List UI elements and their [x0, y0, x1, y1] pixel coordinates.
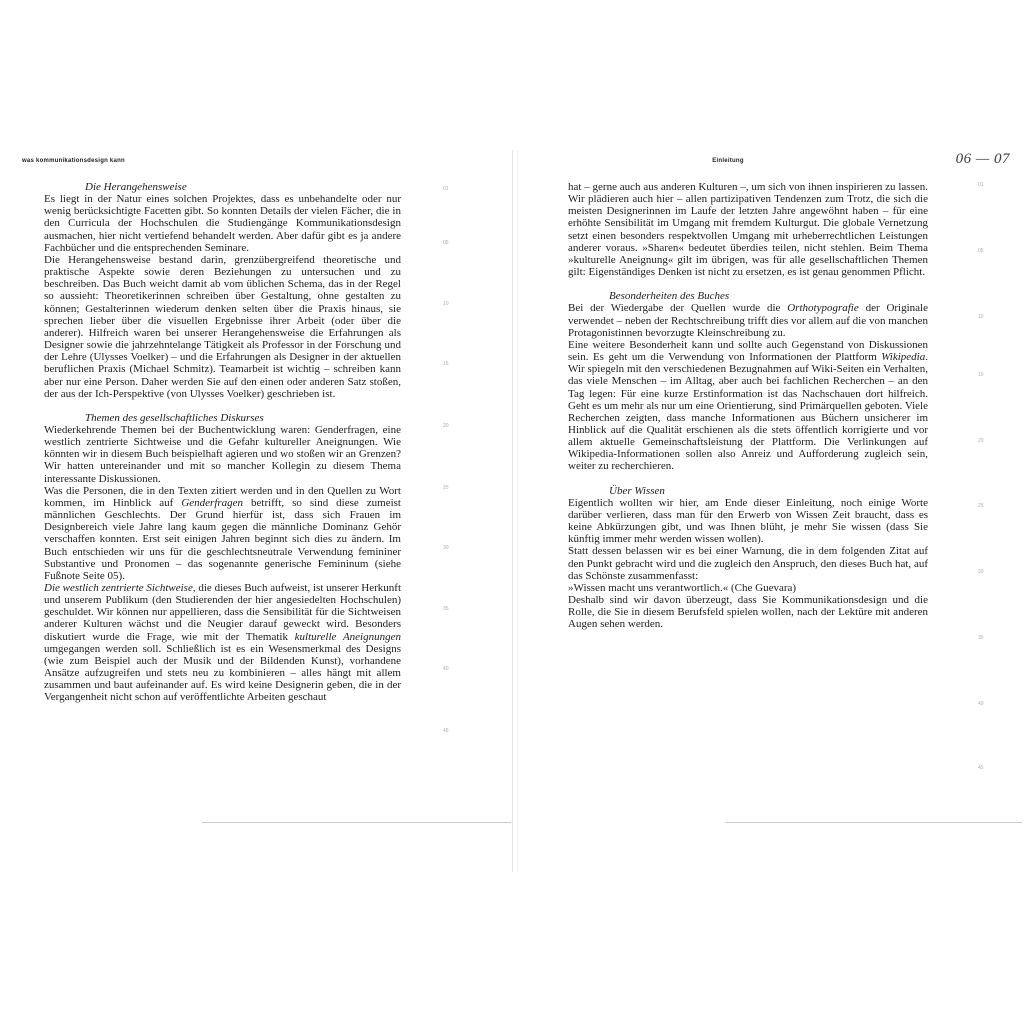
section-heading: Themen des gesellschaftliches Diskurses — [85, 411, 264, 424]
text-run: umgegangen werden soll. Schließlich ist es ein Wesensmerkmal des Designs (wie zum Beispiel auch der Musik und der Bildenden Kunst), vorhandene Ansätze aufzugreifen und stets neu zu kombinieren – alles hängt mit allem zusammen und baut aufeinander auf. Es wird keine Designerin geben, die in der Vergangenheit nicht schon auf veröffentlichte Arbeiten geschaut — [44, 642, 401, 704]
italic-term: kulturelle Aneignungen — [294, 630, 401, 643]
line-number: 10 — [443, 301, 449, 307]
line-number: 30 — [443, 545, 449, 551]
line-number: 15 — [978, 372, 984, 378]
body-paragraph — [44, 254, 401, 400]
line-number: 25 — [978, 503, 984, 509]
italic-term: Die westlich zentrierte Sichtweise — [44, 582, 193, 594]
body-paragraph — [568, 582, 928, 594]
text-run: betrifft, so sind diese zumeist männlichen Geschlechts. Der Grund hierfür ist, dass sich Frauen im Designbereich viele Jahre lang kaum gegen die männliche Dominanz Gehör verschaffen konnten. Erst seit einigen Jahren beginnt sich dies zu ändern. Im Buch entschieden wir uns für die geschlechtsneutrale Verwendung femininer Substantive und Pronomen – das sogenannte generische Femininum (siehe Fußnote Seite 05). — [44, 496, 401, 582]
body-paragraph — [568, 181, 928, 278]
text-run: . Wir spiegeln mit den verschiedenen Bezugnahmen auf Wiki-Seiten ein Verhalten, das viele Menschen – im Alltag, aber auch bei fachlichen Recherchen – an den Tag legen: Für eine kurze Erstinformation ist das Nachschauen dort hilfreich. Geht es um mehr als nur um eine Orientierung, sind Primärquellen geboten. Viele Recherchen zeigten, dass manche Informationen aus Büchern unsicherer im Hinblick auf die Qualität erschienen als die stets öffentlich korrigierte und vor allem aktuelle Gemeinschaftsleistung der Plattform. Die Verlinkungen auf Wikipedia-Informationen sollen also Anreiz und Aufforderung zugleich sein, weiter zu recherchieren. — [568, 351, 928, 473]
text-run: »Wissen macht uns verantwortlich.« (Che Guevara) — [568, 581, 797, 594]
body-paragraph — [44, 485, 401, 582]
body-paragraph — [568, 302, 928, 338]
text-run: Eigentlich wollten wir hier, am Ende dieser Einleitung, noch einige Worte darüber verlieren, dass man für den Erwerb von Wissen Zeit braucht, dass es keine Abkürzungen gibt, und was Ihnen blüht, je mehr Sie wissen (dass Sie künftig immer mehr werden wissen wollen). — [568, 496, 928, 546]
text-run: , die dieses Buch aufweist, ist unserer Herkunft und unserem Publikum (den Studierenden der hier angesiedelten Hochschulen) geschuldet. Wir können nur appellieren, dass die Sensibilität für die Sichtweisen anderer Kulturen wächst und die Neugier darauf geweckt wird. Besonders diskutiert wurde die Frage, wie mit der Thematik — [44, 582, 402, 643]
line-number: 40 — [443, 666, 449, 672]
line-number: 10 — [978, 314, 984, 320]
text-run: Eine weitere Besonderheit kann und sollte auch Gegenstand von Diskussionen sein. Es geht um die Verwendung von Informationen der Plattform — [568, 338, 928, 364]
section-heading: Die Herangehensweise — [85, 181, 187, 193]
body-paragraph — [568, 594, 928, 630]
line-number: 25 — [443, 485, 449, 491]
text-run: der Originale verwendet – neben der Rechtschreibung trifft dies vor allem auf die von manchen Protagonistinnen bevorzugte Kleinschreibung zu. — [568, 302, 928, 339]
body-paragraph — [568, 545, 928, 581]
page-gutter-line — [517, 150, 518, 872]
section-heading: Über Wissen — [609, 484, 665, 497]
page-number: 06 — 07 — [955, 151, 1010, 167]
line-number: 20 — [978, 438, 984, 444]
section-heading: Besonderheiten des Buches — [609, 290, 730, 303]
body-paragraph — [568, 497, 928, 546]
line-number: 05 — [978, 248, 984, 254]
line-number: 35 — [978, 635, 984, 641]
body-paragraph — [568, 339, 928, 473]
line-number: 01 — [978, 182, 984, 188]
page-gutter-line — [512, 150, 513, 872]
line-number: 20 — [443, 423, 449, 429]
line-number: 05 — [443, 240, 449, 246]
line-number: 01 — [443, 186, 449, 192]
text-run: Was die Personen, die in den Texten zitiert werden und in den Quellen zu Wort kommen, im Hinblick auf — [44, 484, 401, 509]
line-number: 45 — [978, 765, 984, 771]
right-margin-line-numbers — [978, 150, 994, 790]
text-run: Die Herangehensweise bestand darin, grenzübergreifend theoretische und praktische Aspekte sowie deren Beziehungen zu untersuchen und zu beschreiben. Das Buch weicht damit ab vom üblichen Schema, das in der Regel so aussieht: Theoretikerinnen schreiben über Gestaltung, ohne gestalten zu können; Gestalterinnen wiederum denken selten über die Praxis hinaus, sie sprechen lieber über die visuellen Ergebnisse ihrer Arbeit (oder über die anderer). Hilfreich waren bei unserer Herangehensweise die Erfahrungen als Designer sowie die jahrzehntelange Tätigkeit als Professor in der Forschung und der Lehre (Ulysses Voelker) – und die Erfahrungen als Designer in der aktuellen beruflichen Praxis (Michael Schmitz). Teamarbeit ist wichtig – schreiben kann aber nur eine Person. Daher werden Sie auf den einen oder anderen Satz stoßen, der aus der Ich-Perspektive (von Ulysses Voelker) geschrieben ist. — [44, 253, 401, 400]
text-run: Bei der Wiedergabe der Quellen wurde die — [568, 302, 788, 315]
left-margin-line-numbers — [443, 150, 459, 790]
left-page-text-column — [44, 181, 401, 704]
left-page-footer-rule — [202, 822, 511, 823]
italic-term: Genderfragen — [181, 496, 244, 509]
text-run: Deshalb sind wir davon überzeugt, dass Sie Kommunikationsdesign und die Rolle, die Sie in diesem Berufsfeld spielen wollen, nach der Lektüre mit anderen Augen sehen werden. — [568, 594, 928, 631]
line-number: 15 — [443, 361, 449, 367]
line-number: 30 — [978, 569, 984, 575]
body-paragraph — [44, 424, 401, 485]
line-number: 40 — [978, 701, 984, 707]
text-run: Statt dessen belassen wir es bei einer Warnung, die in dem folgenden Zitat auf den Punkt gebracht wird und die zugleich den Anspruch, den dieses Buch hat, auf das Schönste zusammenfasst: — [568, 545, 928, 582]
body-paragraph — [44, 582, 401, 704]
italic-term: Orthotypografie — [787, 302, 859, 315]
running-head-right: Einleitung — [712, 158, 744, 164]
running-head-left: was kommunikationsdesign kann — [22, 158, 125, 164]
text-run: Es liegt in der Natur eines solchen Projektes, dass es unbehandelte oder nur wenig berücksichtigte Facetten gibt. So konnten Details der vielen Fächer, die in den Curricula der Hochschulen die Studiengänge Kommunikationsdesign ausmachen, hier nicht vertiefend behandelt werden. Aber dafür gibt es ja andere Fachbücher und die entsprechenden Seminare. — [44, 193, 401, 254]
text-run: Wiederkehrende Themen bei der Buchentwicklung waren: Genderfragen, eine westlich zentrierte Sichtweise und die Gefahr kultureller Aneignungen. Wie könnten wir in diesem Buch beispielhaft agieren und wo stoßen wir an Grenzen? Wir hatten untereinander und mit so mancher Kollegin zu diesem Thema interessante Diskussionen. — [44, 423, 401, 485]
text-run: hat – gerne auch aus anderen Kulturen –, um sich von ihnen inspirieren zu lassen. Wir plädieren auch hier – allen partizipativen Tendenzen zum Trotz, die sich die meisten Designerinnen im Laufe der letzten Jahre angewöhnt haben – für eine erhöhte Sensibilität im Umgang mit fremdem Kulturgut. Die globale Vernetzung setzt einen besonders respektvollen Umgang mit urheberrechtlichen Leistungen anderer voraus. »Sharen« bedeutet überdies teilen, nicht stehlen. Beim Thema »kulturelle Aneignung« gilt im übrigen, was für alle gesellschaftlichen Themen gilt: Eigenständiges Denken ist nicht zu ersetzen, es ist genau genommen Pflicht. — [568, 181, 928, 279]
italic-term: Wikipedia — [881, 351, 926, 364]
body-paragraph — [44, 193, 401, 254]
right-page-text-column — [568, 181, 928, 630]
line-number: 45 — [443, 728, 449, 734]
line-number: 35 — [443, 606, 449, 612]
right-page-footer-rule — [725, 822, 1022, 823]
